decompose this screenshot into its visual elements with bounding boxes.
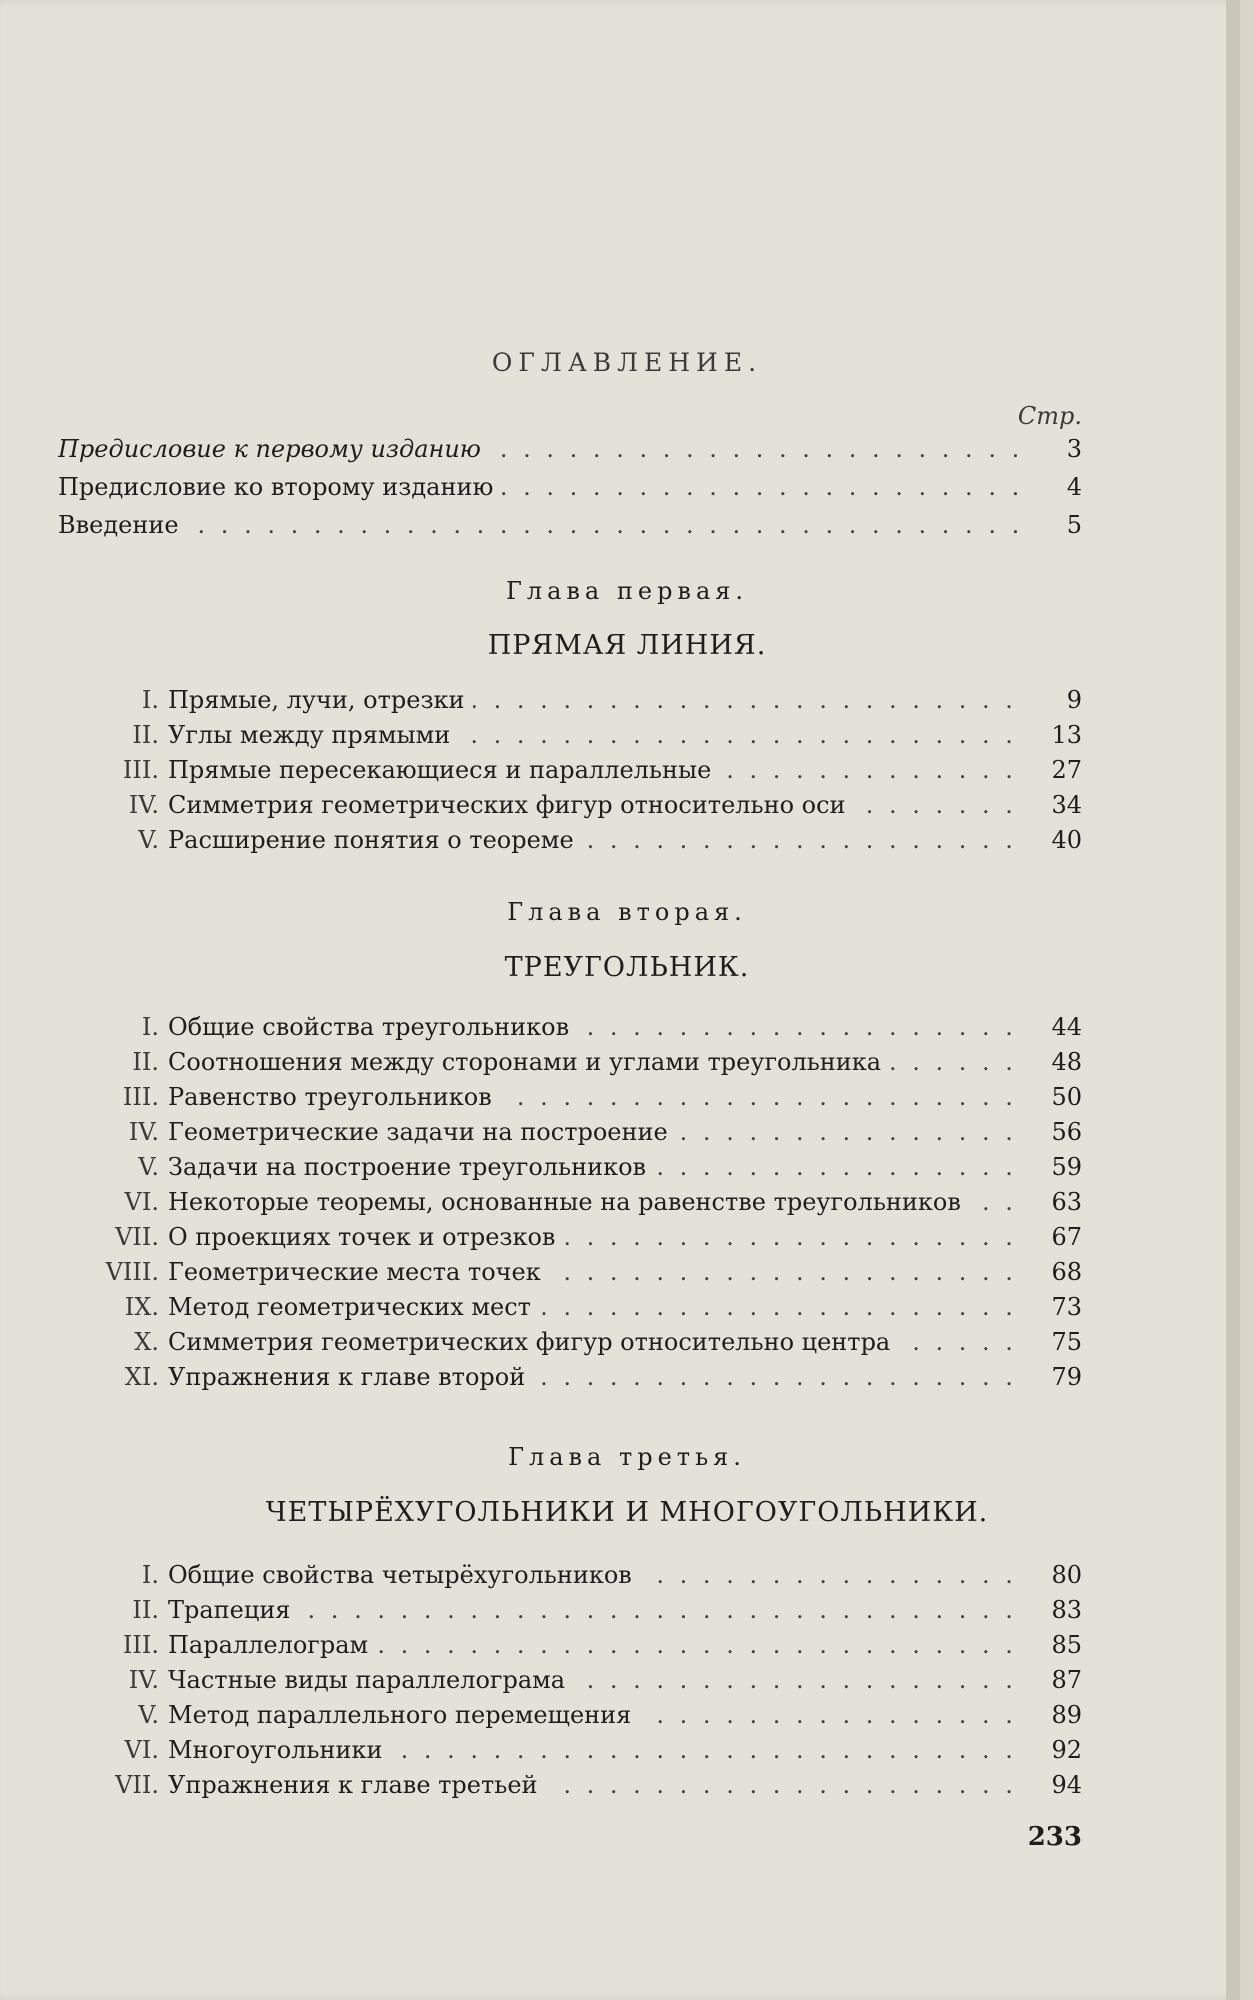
section-number: IV.: [128, 791, 159, 819]
section-number: VIII.: [105, 1258, 159, 1286]
entry-title: Равенство треугольников: [168, 1083, 500, 1111]
section-number: II.: [132, 1596, 159, 1624]
section-number: III.: [122, 1083, 159, 1111]
toc-entry: [0, 753, 1254, 787]
section-number: XI.: [124, 1363, 159, 1391]
entry-title: Расширение понятия о теореме: [168, 826, 582, 854]
entry-title: Общие свойства четырёхугольников: [168, 1561, 640, 1589]
toc-entry: [0, 1115, 1254, 1149]
entry-title: Прямые пересекающиеся и параллельные: [168, 756, 719, 784]
entry-title: Геометрические места точек: [168, 1258, 549, 1286]
entry-title: Метод геометрических мест: [168, 1293, 539, 1321]
section-number: VII.: [115, 1223, 159, 1251]
entry-page: 94: [1051, 1771, 1082, 1799]
entry-page: 50: [1051, 1083, 1082, 1111]
section-number: X.: [134, 1328, 159, 1356]
toc-entry: [0, 1220, 1254, 1254]
toc-entry-introduction: [0, 508, 1254, 542]
entry-page: 34: [1051, 791, 1082, 819]
entry-page: 75: [1051, 1328, 1082, 1356]
toc-entry: [0, 1733, 1254, 1767]
section-number: II.: [132, 1048, 159, 1076]
section-number: III.: [122, 1631, 159, 1659]
chapter-label: Глава вторая.: [507, 898, 747, 926]
entry-page: 79: [1051, 1363, 1082, 1391]
entry-title: Частные виды параллелограма: [168, 1666, 573, 1694]
section-number: VI.: [124, 1736, 159, 1764]
chapter-title: ТРЕУГОЛЬНИК.: [504, 952, 750, 983]
page-number: 233: [1027, 1822, 1082, 1852]
section-number: VII.: [115, 1771, 159, 1799]
entry-title: Введение: [58, 511, 187, 539]
entry-title: Геометрические задачи на построение: [168, 1118, 676, 1146]
entry-title: Параллелограм: [168, 1631, 376, 1659]
toc-entry: [0, 1360, 1254, 1394]
chapter-label: Глава первая.: [505, 577, 749, 605]
entry-page: 85: [1051, 1631, 1082, 1659]
toc-entry: [0, 1325, 1254, 1359]
section-number: V.: [138, 826, 159, 854]
toc-entry: [0, 1010, 1254, 1044]
entry-title: Предисловие ко второму изданию: [58, 473, 501, 501]
section-number: IX.: [124, 1293, 159, 1321]
toc-entry: [0, 1185, 1254, 1219]
entry-page: 44: [1051, 1013, 1082, 1041]
section-number: I.: [141, 1561, 159, 1589]
entry-page: 59: [1051, 1153, 1082, 1181]
entry-page: 87: [1051, 1666, 1082, 1694]
toc-entry-preface-second: [0, 470, 1254, 504]
toc-entry: [0, 1663, 1254, 1697]
entry-title: Углы между прямыми: [168, 721, 458, 749]
section-number: III.: [122, 756, 159, 784]
entry-page: 27: [1051, 756, 1082, 784]
entry-page: 80: [1051, 1561, 1082, 1589]
entry-title: Прямые, лучи, отрезки: [168, 686, 473, 714]
chapter-title: ЧЕТЫРЁХУГОЛЬНИКИ И МНОГОУГОЛЬНИКИ.: [265, 1497, 989, 1528]
entry-page: 68: [1051, 1258, 1082, 1286]
toc-entry: [0, 1593, 1254, 1627]
toc-entry: [0, 1558, 1254, 1592]
section-number: II.: [132, 721, 159, 749]
toc-entry: [0, 1290, 1254, 1324]
section-number: V.: [138, 1153, 159, 1181]
toc-entry: [0, 788, 1254, 822]
entry-page: 89: [1051, 1701, 1082, 1729]
entry-title: Предисловие к первому изданию: [58, 435, 489, 463]
toc-entry: [0, 1045, 1254, 1079]
entry-title: Некоторые теоремы, основанные на равенстве треугольников: [168, 1188, 969, 1216]
entry-title: Соотношения между сторонами и углами треугольника: [168, 1048, 889, 1076]
entry-title: О проекциях точек и отрезков: [168, 1223, 563, 1251]
entry-title: Симметрия геометрических фигур относительно оси: [168, 791, 854, 819]
entry-page: 92: [1051, 1736, 1082, 1764]
chapter-label: Глава третья.: [508, 1443, 746, 1471]
toc-entry: [0, 1628, 1254, 1662]
entry-title: Метод параллельного перемещения: [168, 1701, 639, 1729]
entry-page: 9: [1066, 686, 1082, 714]
toc-entry: [0, 718, 1254, 752]
section-number: IV.: [128, 1118, 159, 1146]
toc-entry-preface-first: [0, 432, 1254, 466]
entry-title: Трапеция: [168, 1596, 298, 1624]
entry-page: 56: [1051, 1118, 1082, 1146]
toc-entry: [0, 1698, 1254, 1732]
entry-page: 5: [1066, 511, 1082, 539]
toc-entry: [0, 1768, 1254, 1802]
toc-entry: [0, 1255, 1254, 1289]
entry-title: Симметрия геометрических фигур относительно центра: [168, 1328, 898, 1356]
entry-page: 83: [1051, 1596, 1082, 1624]
entry-title: Многоугольники: [168, 1736, 391, 1764]
section-number: I.: [141, 1013, 159, 1041]
entry-page: 63: [1051, 1188, 1082, 1216]
chapter-title: ПРЯМАЯ ЛИНИЯ.: [487, 630, 767, 661]
entry-page: 73: [1051, 1293, 1082, 1321]
section-number: V.: [138, 1701, 159, 1729]
toc-title: ОГЛАВЛЕНИЕ.: [491, 348, 763, 377]
entry-page: 4: [1066, 473, 1082, 501]
toc-entry: [0, 823, 1254, 857]
entry-page: 40: [1051, 826, 1082, 854]
section-number: I.: [141, 686, 159, 714]
section-number: IV.: [128, 1666, 159, 1694]
entry-page: 13: [1051, 721, 1082, 749]
toc-entry: [0, 1080, 1254, 1114]
entry-page: 48: [1051, 1048, 1082, 1076]
entry-page: 67: [1051, 1223, 1082, 1251]
toc-entry: [0, 1150, 1254, 1184]
section-number: VI.: [124, 1188, 159, 1216]
entry-title: Упражнения к главе второй: [168, 1363, 533, 1391]
entry-title: Задачи на построение треугольников: [168, 1153, 654, 1181]
toc-entry: [0, 683, 1254, 717]
entry-title: Упражнения к главе третьей: [168, 1771, 546, 1799]
entry-title: Общие свойства треугольников: [168, 1013, 577, 1041]
entry-page: 3: [1066, 435, 1082, 463]
pages-column-header: Стр.: [1017, 402, 1082, 430]
